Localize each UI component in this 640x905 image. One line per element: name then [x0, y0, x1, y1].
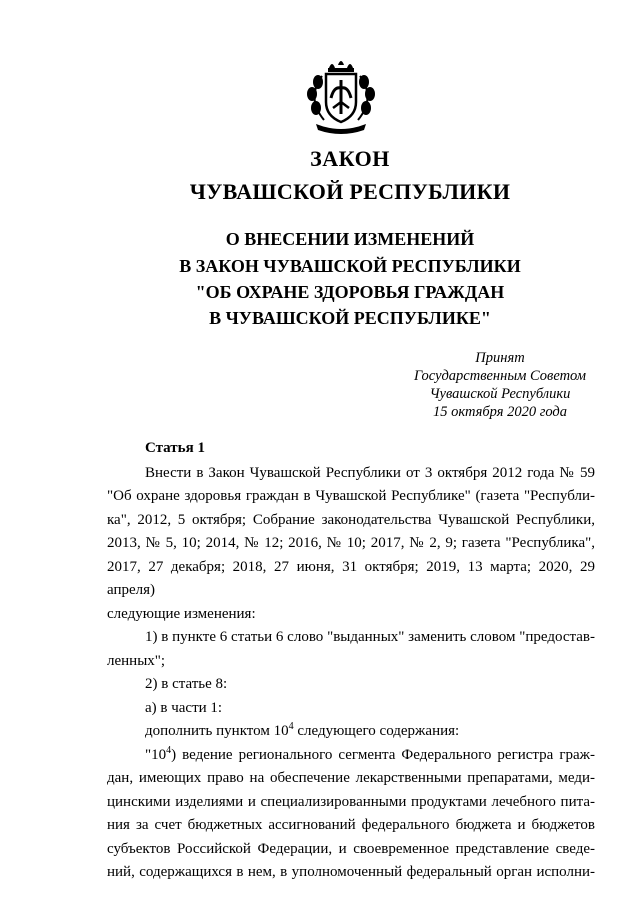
adoption-line: Принят: [475, 350, 525, 366]
quote-line: [107, 744, 595, 768]
law-subtitle-line: В ЧУВАШСКОЙ РЕСПУБЛИКЕ": [209, 308, 491, 328]
body-line: "Об охране здоровья граждан в Чувашской Республике" (газета "Республи-: [107, 488, 595, 504]
law-title-republic: ЧУВАШСКОЙ РЕСПУБЛИКИ: [189, 179, 511, 204]
chuvash-emblem-icon: [296, 58, 386, 136]
law-subtitle-line: В ЗАКОН ЧУВАШСКОЙ РЕСПУБЛИКИ: [179, 256, 521, 276]
body-line: 2017, 27 декабря; 2018, 27 июня, 31 октября; 2019, 13 марта; 2020, 29 апреля): [107, 558, 595, 598]
quote-line: дан, имеющих право на обеспечение лекарственными препаратами, меди-: [107, 770, 595, 786]
body-line: 2013, № 5, 10; 2014, № 12; 2016, № 10; 2017, № 2, 9; газета "Республика",: [107, 535, 595, 551]
superscript: 4: [288, 721, 294, 732]
body-line: ка", 2012, 5 октября; Собрание законодательства Чувашской Республики,: [107, 511, 595, 528]
superscript: 4: [166, 744, 172, 756]
adoption-date: 15 октября 2020 года: [433, 404, 567, 420]
quote-text: ) ведение регионального сегмента Федерального регистра граж-: [171, 746, 595, 763]
item-1-line: 1) в пункте 6 статьи 6 слово "выданных" заменить словом "предостав-: [145, 629, 595, 645]
body-line: следующие изменения:: [107, 605, 256, 622]
supplement-line: [107, 720, 595, 744]
supplement-text: следующего содержания:: [293, 723, 460, 739]
law-subtitle-line: "ОБ ОХРАНЕ ЗДОРОВЬЯ ГРАЖДАН: [195, 282, 505, 302]
adoption-note: [370, 349, 590, 421]
supplement-text: дополнить пунктом 10: [145, 723, 289, 739]
adoption-line: Государственным Советом: [413, 368, 587, 384]
quote-line: субъектов Российской Федерации, и своевременное представление сведе-: [107, 840, 595, 857]
law-subtitle-line: О ВНЕСЕНИИ ИЗМЕНЕНИЙ: [225, 229, 475, 249]
item-1-line: ленных";: [107, 652, 166, 669]
law-title: ЗАКОН: [310, 146, 390, 171]
quote-line: ний, содержащихся в нем, в уполномоченный федеральный орган исполни-: [107, 864, 595, 880]
item-2a: а) в части 1:: [145, 699, 223, 716]
body-line: Внести в Закон Чувашской Республики от 3 октября 2012 года № 59: [145, 464, 595, 481]
quote-text: "10: [145, 746, 167, 763]
quote-line: ния за счет бюджетных ассигнований федерального бюджета и бюджетов: [107, 817, 595, 833]
article-heading: Статья 1: [145, 440, 205, 456]
quote-line: цинскими изделиями и специализированными продуктами лечебного пита-: [107, 793, 595, 810]
item-2: 2) в статье 8:: [145, 676, 228, 692]
law-body: [107, 437, 595, 885]
adoption-line: Чувашской Республики: [429, 386, 571, 402]
